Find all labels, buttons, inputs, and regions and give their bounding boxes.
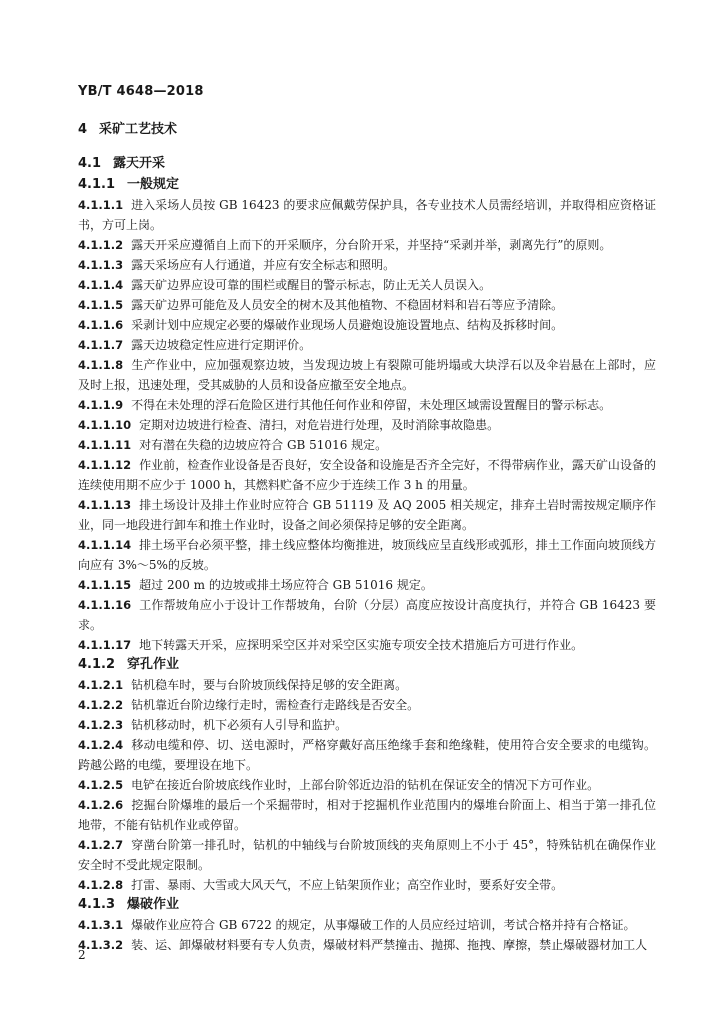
subsection-title: 露天开采 <box>113 156 166 171</box>
clause-number: 4.1.1.10 <box>78 418 132 432</box>
clause-paragraph <box>78 335 656 355</box>
section-heading <box>78 120 656 140</box>
section-title: 采矿工艺技术 <box>99 122 178 137</box>
clause-group-heading <box>78 655 656 675</box>
clause-group-title: 爆破作业 <box>127 897 180 912</box>
clause-text: 挖掘台阶爆堆的最后一个采掘带时，相对于挖掘机作业范围内的爆堆台阶面上、相当于第一排孔位地带，不能有钻机作业或停留。 <box>78 798 656 832</box>
subsection-heading <box>78 154 656 174</box>
clause-group-heading <box>78 895 656 915</box>
clause-number: 4.1.1.6 <box>78 318 124 332</box>
clause-text: 露天采场应有人行通道，并应有安全标志和照明。 <box>131 258 396 272</box>
clause-text: 钻机稳车时，要与台阶坡顶线保持足够的安全距离。 <box>131 678 408 692</box>
clause-paragraph <box>78 415 656 435</box>
clause-number: 4.1.2.7 <box>78 838 124 852</box>
clause-group-heading <box>78 175 656 195</box>
section-number: 4 <box>78 122 88 137</box>
clause-paragraph <box>78 315 656 335</box>
clause-text: 地下转露天开采，应探明采空区并对采空区实施专项安全技术措施后方可进行作业。 <box>139 638 584 652</box>
clause-text: 排土场设计及排土作业时应符合 GB 51119 及 AQ 2005 相关规定，排弃土岩时需按规定顺序作业，同一地段进行卸车和推土作业时，设备之间必须保持足够的安全距离。 <box>78 498 656 532</box>
clause-paragraph <box>78 395 656 415</box>
clause-text: 钻机靠近台阶边缘行走时，需检查行走路线是否安全。 <box>131 698 420 712</box>
clause-text: 进入采场人员按 GB 16423 的要求应佩戴劳保护具，各专业技术人员需经培训，并取得相应资格证书，方可上岗。 <box>78 198 656 232</box>
clause-text: 露天开采应遵循自上而下的开采顺序，分台阶开采，并坚持“采剥并举，剥离先行”的原则。 <box>131 238 612 252</box>
clause-text: 超过 200 m 的边坡或排土场应符合 GB 51016 规定。 <box>139 578 433 592</box>
clause-paragraph <box>78 835 656 875</box>
clause-text: 排土场平台必须平整，排土线应整体均衡推进，坡顶线应呈直线形或弧形，排土工作面向坡顶线方向应有 3%～5%的反坡。 <box>78 538 656 572</box>
clause-list-blasting <box>78 915 656 955</box>
clause-paragraph <box>78 355 656 395</box>
clause-text: 移动电缆和停、切、送电源时，严格穿戴好高压绝缘手套和绝缘鞋，使用符合安全要求的电缆钩。跨越公路的电缆，要埋设在地下。 <box>78 738 656 772</box>
clause-number: 4.1.1.12 <box>78 458 132 472</box>
clause-paragraph <box>78 495 656 535</box>
clause-group-number: 4.1.2 <box>78 657 116 672</box>
clause-text: 对有潜在失稳的边坡应符合 GB 51016 规定。 <box>139 438 388 452</box>
clause-list-general <box>78 195 656 655</box>
clause-number: 4.1.1.17 <box>78 638 132 652</box>
clause-paragraph <box>78 715 656 735</box>
clause-paragraph <box>78 635 656 655</box>
clause-number: 4.1.1.14 <box>78 538 132 552</box>
clause-paragraph <box>78 695 656 715</box>
clause-number: 4.1.1.3 <box>78 258 124 272</box>
clause-number: 4.1.1.5 <box>78 298 124 312</box>
clause-group-title: 穿孔作业 <box>127 657 180 672</box>
clause-paragraph <box>78 275 656 295</box>
clause-text: 定期对边坡进行检查、清扫，对危岩进行处理，及时消除事故隐患。 <box>139 418 500 432</box>
subsection-number: 4.1 <box>78 156 102 171</box>
clause-text: 露天矿边界可能危及人员安全的树木及其他植物、不稳固材料和岩石等应予清除。 <box>131 298 564 312</box>
clause-paragraph <box>78 295 656 315</box>
clause-paragraph <box>78 575 656 595</box>
clause-paragraph <box>78 255 656 275</box>
clause-paragraph <box>78 735 656 775</box>
standard-number-header: YB/T 4648—2018 <box>78 84 204 99</box>
clause-text: 露天边坡稳定性应进行定期评价。 <box>131 338 312 352</box>
clause-number: 4.1.3.1 <box>78 918 124 932</box>
clause-group-title: 一般规定 <box>127 177 180 192</box>
clause-paragraph <box>78 935 656 955</box>
page-number: 2 <box>78 948 86 962</box>
clause-paragraph <box>78 235 656 255</box>
clause-text: 不得在未处理的浮石危险区进行其他任何作业和停留，未处理区域需设置醒目的警示标志。 <box>131 398 612 412</box>
clause-paragraph <box>78 595 656 635</box>
clause-number: 4.1.1.2 <box>78 238 124 252</box>
clause-text: 采剥计划中应规定必要的爆破作业现场人员避炮设施设置地点、结构及拆移时间。 <box>131 318 564 332</box>
clause-number: 4.1.1.16 <box>78 598 132 612</box>
clause-number: 4.1.1.4 <box>78 278 124 292</box>
clause-group-number: 4.1.1 <box>78 177 116 192</box>
clause-group-number: 4.1.3 <box>78 897 116 912</box>
clause-text: 工作帮坡角应小于设计工作帮坡角，台阶（分层）高度应按设计高度执行，并符合 GB 16423 要求。 <box>78 598 656 632</box>
clause-number: 4.1.2.8 <box>78 878 124 892</box>
clause-number: 4.1.2.2 <box>78 698 124 712</box>
clause-paragraph <box>78 795 656 835</box>
clause-paragraph <box>78 675 656 695</box>
clause-paragraph <box>78 195 656 235</box>
clause-paragraph <box>78 535 656 575</box>
clause-number: 4.1.1.15 <box>78 578 132 592</box>
clause-text: 生产作业中，应加强观察边坡，当发现边坡上有裂隙可能坍塌或大块浮石以及伞岩悬在上部时，应及时上报，迅速处理，受其威胁的人员和设备应撤至安全地点。 <box>78 358 656 392</box>
clause-text: 打雷、暴雨、大雪或大风天气，不应上钻架顶作业；高空作业时，要系好安全带。 <box>131 878 564 892</box>
clause-number: 4.1.1.1 <box>78 198 124 212</box>
clause-number: 4.1.1.13 <box>78 498 132 512</box>
document-body <box>78 120 656 955</box>
clause-text: 钻机移动时，机下必须有人引导和监护。 <box>131 718 348 732</box>
clause-paragraph <box>78 435 656 455</box>
clause-number: 4.1.2.5 <box>78 778 124 792</box>
clause-number: 4.1.2.6 <box>78 798 124 812</box>
clause-text: 作业前，检查作业设备是否良好，安全设备和设施是否齐全完好，不得带病作业，露天矿山设备的连续使用期不应少于 1000 h，其燃料贮备不应少于连续工作 3 h 的用量。 <box>78 458 656 492</box>
clause-text: 露天矿边界应设可靠的围栏或醒目的警示标志，防止无关人员误入。 <box>131 278 492 292</box>
clause-number: 4.1.3.2 <box>78 938 124 952</box>
clause-text: 装、运、卸爆破材料要有专人负责，爆破材料严禁撞击、抛掷、拖拽、摩擦，禁止爆破器材加工人 <box>131 938 648 952</box>
clause-text: 爆破作业应符合 GB 6722 的规定，从事爆破工作的人员应经过培训，考试合格并持有合格证。 <box>131 918 636 932</box>
clause-number: 4.1.1.8 <box>78 358 124 372</box>
clause-paragraph <box>78 455 656 495</box>
clause-paragraph <box>78 915 656 935</box>
clause-number: 4.1.2.4 <box>78 738 124 752</box>
clause-text: 电铲在接近台阶坡底线作业时，上部台阶邻近边沿的钻机在保证安全的情况下方可作业。 <box>131 778 600 792</box>
clause-list-drilling <box>78 675 656 895</box>
clause-number: 4.1.1.9 <box>78 398 124 412</box>
clause-paragraph <box>78 875 656 895</box>
clause-number: 4.1.1.11 <box>78 438 132 452</box>
clause-number: 4.1.1.7 <box>78 338 124 352</box>
clause-paragraph <box>78 775 656 795</box>
clause-text: 穿凿台阶第一排孔时，钻机的中轴线与台阶坡顶线的夹角原则上不小于 45°，特殊钻机在确保作业安全时不受此规定限制。 <box>78 838 656 872</box>
clause-number: 4.1.2.1 <box>78 678 124 692</box>
clause-number: 4.1.2.3 <box>78 718 124 732</box>
